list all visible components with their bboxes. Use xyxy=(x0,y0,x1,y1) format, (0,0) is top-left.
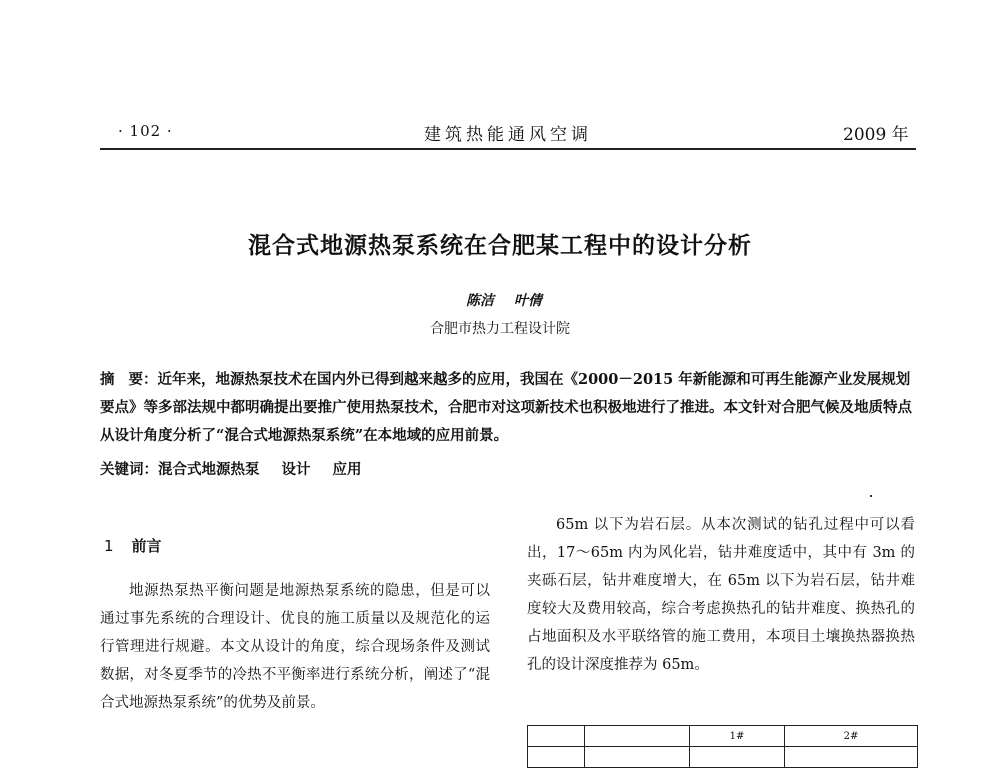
table-header-cell xyxy=(585,726,690,747)
issue-year: 2009 年 xyxy=(843,125,909,145)
table-header-cell: 2# xyxy=(785,726,918,747)
table-header-cell: 1# xyxy=(690,726,785,747)
abstract xyxy=(100,366,916,450)
table-cell xyxy=(528,747,585,768)
affiliation: 合肥市热力工程设计院 xyxy=(430,321,570,337)
data-table xyxy=(527,725,918,768)
keyword: 应用 xyxy=(332,461,362,478)
keywords-label: 关键词： xyxy=(100,461,158,478)
header-rule xyxy=(100,148,916,150)
keyword: 混合式地源热泵 xyxy=(158,461,260,478)
left-column-paragraph: 地源热泵热平衡问题是地源热泵系统的隐患，但是可以通过事先系统的合理设计、优良的施工质量以及规范化的运行管理进行规避。本文从设计的角度，综合现场条件及测试数据，对冬夏季节的冷热不平衡率进行系统分析，阐述了“混合式地源热泵系统”的优势及前景。 xyxy=(100,583,490,711)
section-heading xyxy=(104,535,162,556)
article-title: 混合式地源热泵系统在合肥某工程中的设计分析 xyxy=(248,233,752,259)
table-cell xyxy=(690,747,785,768)
scan-speck xyxy=(870,495,872,497)
table-header-cell xyxy=(528,726,585,747)
keywords xyxy=(100,456,362,484)
right-column-paragraph: 65m 以下为岩石层。从本次测试的钻孔过程中可以看出，17～65m 内为风化岩，钻井难度适中，其中有 3m 的夹砾石层，钻井难度增大，在 65m 以下为岩石层，钻井难度较大及费用较高，综合考虑换热孔的钻井难度、换热孔的占地面积及水平联络管的施工费用，本项目土壤换热器换热孔的设计深度推荐为 65m。 xyxy=(527,517,915,673)
section-number: 1 xyxy=(104,537,114,555)
author-name: 陈洁 xyxy=(466,293,494,309)
table-cell xyxy=(785,747,918,768)
section-title: 前言 xyxy=(131,537,162,555)
table-row xyxy=(528,747,918,768)
table-cell xyxy=(585,747,690,768)
abstract-label xyxy=(100,372,158,388)
author-list xyxy=(466,290,542,310)
abstract-text: 近年来，地源热泵技术在国内外已得到越来越多的应用，我国在《2000－2015 年新能源和可再生能源产业发展规划要点》等多部法规中都明确提出要推广使用热泵技术，合肥市对这项新技术也积极地进行了推进。本文针对合肥气候及地质特点从设计角度分析了“混合式地源热泵系统”在本地域的应用前景。 xyxy=(100,371,912,444)
table-header-row xyxy=(528,726,918,747)
journal-name: 建筑热能通风空调 xyxy=(424,125,592,145)
page-number: · 102 · xyxy=(118,122,173,140)
abstract-label-b: 要： xyxy=(128,372,158,388)
abstract-label-a: 摘 xyxy=(100,372,115,388)
keyword: 设计 xyxy=(281,461,311,478)
author-name: 叶倩 xyxy=(514,293,542,309)
